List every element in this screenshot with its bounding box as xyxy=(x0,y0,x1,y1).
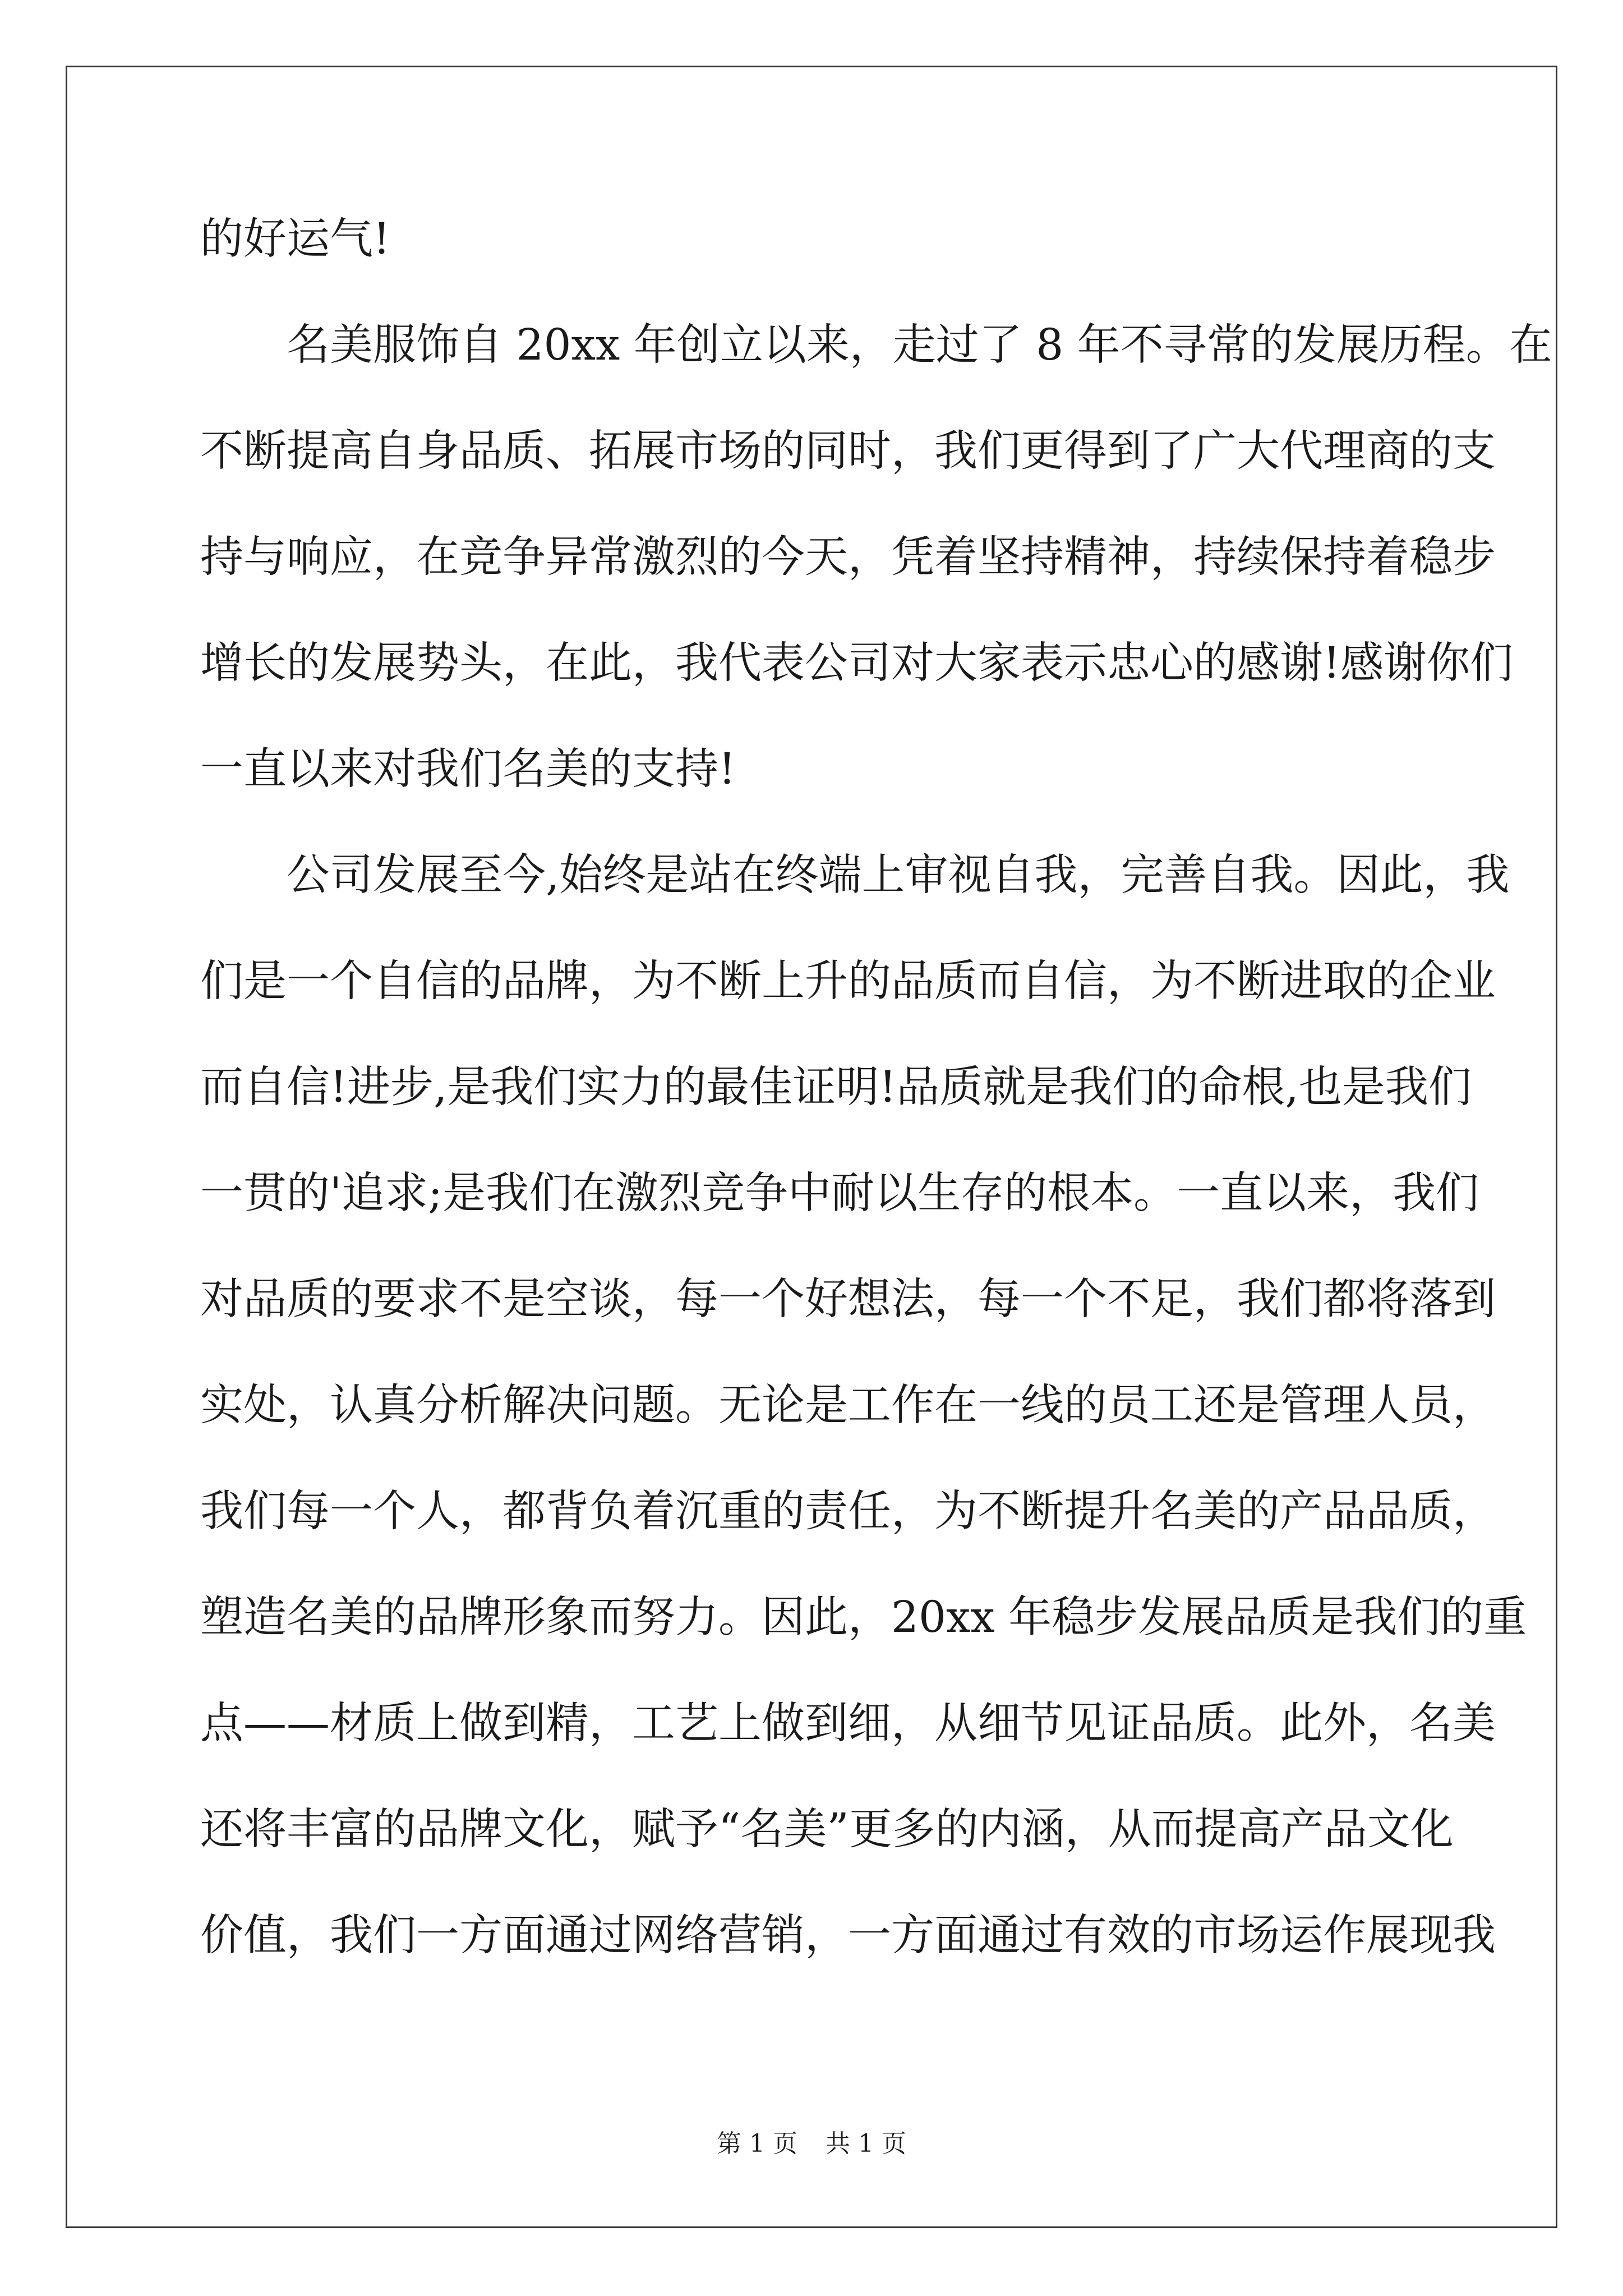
text-line: 而自信!进步,是我们实力的最佳证明!品质就是我们的命根,也是我们 xyxy=(200,1062,1472,1112)
text-line: 一贯的'追求;是我们在激烈竞争中耐以生存的根本。一直以来，我们 xyxy=(200,1168,1479,1218)
text-line: 的好运气! xyxy=(200,214,390,264)
text-line: 价值，我们一方面通过网络营销，一方面通过有效的市场运作展现我 xyxy=(200,1911,1496,1961)
text-line: 还将丰富的品牌文化，赋予“名美”更多的内涵，从而提高产品文化 xyxy=(200,1805,1454,1855)
text-line: 实处，认真分析解决问题。无论是工作在一线的员工还是管理人员， xyxy=(200,1381,1496,1430)
text-line: 一直以来对我们名美的支持! xyxy=(200,744,736,794)
text-line: 不断提高自身品质、拓展市场的同时，我们更得到了广大代理商的支 xyxy=(200,426,1496,476)
text-line: 增长的发展势头，在此，我代表公司对大家表示忠心的感谢!感谢你们 xyxy=(200,638,1513,688)
text-line: 对品质的要求不是空谈，每一个好想法，每一个不足，我们都将落到 xyxy=(200,1274,1496,1324)
text-line: 公司发展至今,始终是站在终端上审视自我，完善自我。因此，我 xyxy=(287,850,1510,900)
page-footer xyxy=(0,2123,1623,2159)
text-line: 塑造名美的品牌形象而努力。因此，20xx 年稳步发展品质是我们的重 xyxy=(200,1593,1527,1642)
page-number: 第 1 页 xyxy=(717,2129,797,2158)
document-body xyxy=(200,186,1552,1989)
page-count: 共 1 页 xyxy=(826,2129,906,2158)
text-line: 我们每一个人，都背负着沉重的责任，为不断提升名美的产品品质， xyxy=(200,1487,1496,1536)
text-line: 们是一个自信的品牌，为不断上升的品质而自信，为不断进取的企业 xyxy=(200,956,1496,1006)
text-line: 持与响应，在竞争异常激烈的今天，凭着坚持精神，持续保持着稳步 xyxy=(200,532,1496,582)
text-line: 点——材质上做到精，工艺上做到细，从细节见证品质。此外，名美 xyxy=(200,1699,1496,1749)
text-line: 名美服饰自 20xx 年创立以来，走过了 8 年不寻常的发展历程。在 xyxy=(287,320,1552,370)
